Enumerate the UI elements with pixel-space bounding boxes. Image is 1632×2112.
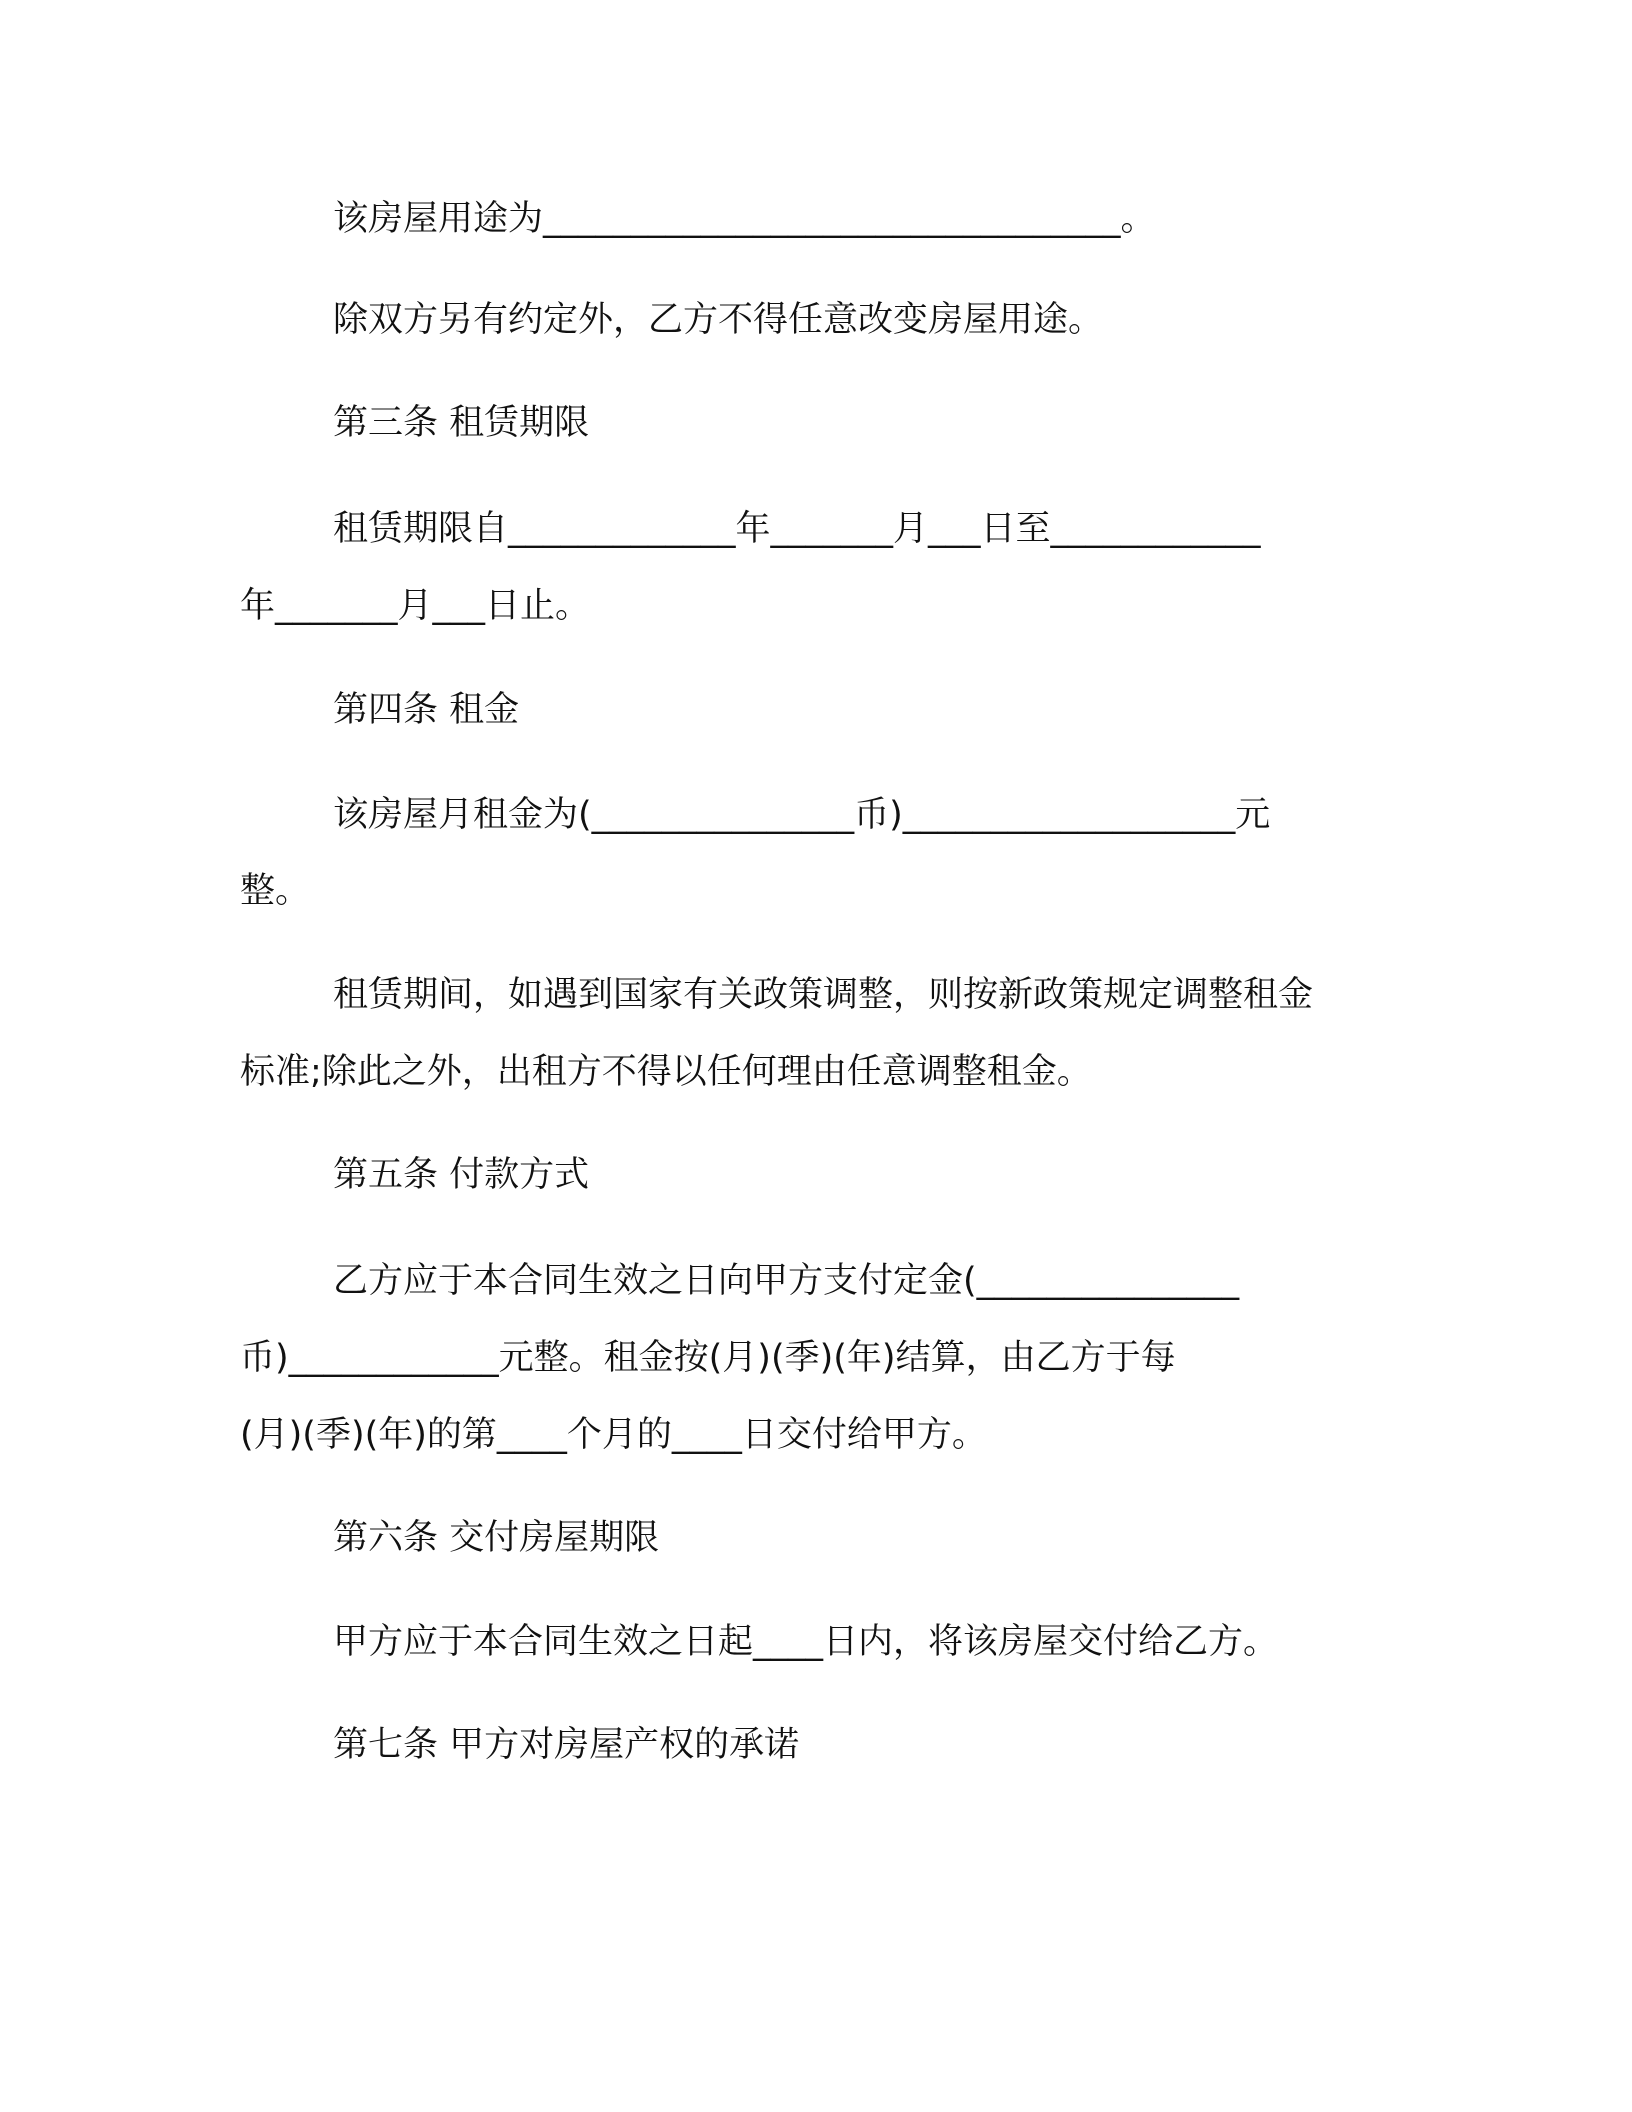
deposit-line-2: 币)____________元整。租金按(月)(季)(年)结算，由乙方于每 <box>240 1338 1176 1378</box>
article-3-heading: 第三条 租赁期限 <box>333 403 590 443</box>
article-6-heading: 第六条 交付房屋期限 <box>333 1518 660 1558</box>
article-5-heading: 第五条 付款方式 <box>333 1155 590 1195</box>
article-4-heading: 第四条 租金 <box>333 690 520 730</box>
delivery-line: 甲方应于本合同生效之日起____日内，将该房屋交付给乙方。 <box>333 1622 1279 1662</box>
usage-restriction-line: 除双方另有约定外，乙方不得任意改变房屋用途。 <box>333 300 1104 340</box>
deposit-line-3: (月)(季)(年)的第____个月的____日交付给甲方。 <box>240 1415 987 1455</box>
deposit-line: 乙方应于本合同生效之日向甲方支付定金(_______________ <box>333 1261 1240 1301</box>
rent-policy-line-end: 标准;除此之外，出租方不得以任何理由任意调整租金。 <box>240 1052 1092 1092</box>
rent-policy-line: 租赁期间，如遇到国家有关政策调整，则按新政策规定调整租金 <box>333 975 1314 1015</box>
article-7-heading: 第七条 甲方对房屋产权的承诺 <box>333 1725 800 1765</box>
rent-line-end: 整。 <box>240 871 311 911</box>
usage-line: 该房屋用途为_________________________________。 <box>333 199 1156 239</box>
lease-term-line: 租赁期限自_____________年_______月___日至____________ <box>333 509 1261 549</box>
rent-line: 该房屋月租金为(_______________币)___________________元 <box>333 795 1271 835</box>
lease-term-end-line: 年_______月___日止。 <box>240 586 591 626</box>
